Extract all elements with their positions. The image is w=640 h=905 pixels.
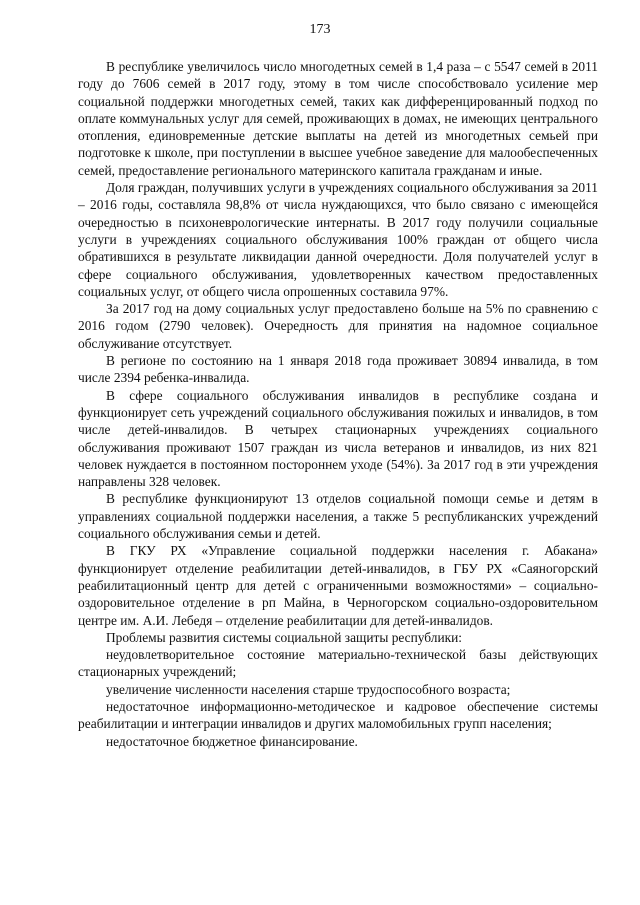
paragraph-family-departments: В республике функционируют 13 отделов социальной помощи семье и детям в управлениях социальной поддержки населения, а также 5 республиканских учреждений социального обслуживания семьи и детей.	[78, 491, 598, 542]
paragraph-rehabilitation: В ГКУ РХ «Управление социальной поддержки населения г. Абакана» функционирует отделение реабилитации детей-инвалидов, в ГБУ РХ «Саяногорский реабилитационный центр для детей с ограниченными возможностями» – социально-оздоровительное отделение в рп Майна, в Черногорском социально-оздоровительном центре им. А.И. Лебедя – отделение реабилитации для детей-инвалидов.	[78, 543, 598, 628]
paragraph-social-service-share: Доля граждан, получивших услуги в учреждениях социального обслуживания за 2011 – 2016 годы, составляла 98,8% от числа нуждающихся, что было связано с имеющейся очередностью в психоневрологические интернаты. В 2017 году получили социальные услуги в учреждениях социального обслуживания 100% граждан от общего числа обратившихся в результате ликвидации данной очередности. Доля получателей услуг в сфере социального обслуживания, удовлетворенных качеством предоставленных социальных услуг, от общего числа опрошенных составила 97%.	[78, 180, 598, 299]
page-number: 173	[309, 22, 331, 37]
paragraph-disabled-count: В регионе по состоянию на 1 января 2018 года проживает 30894 инвалида, в том числе 2394 ребенка-инвалида.	[78, 353, 598, 386]
paragraph-large-families: В республике увеличилось число многодетных семей в 1,4 раза – с 5547 семей в 2011 году до 7606 семей в 2017 году, этому в том числе способствовало усиление мер социальной поддержки многодетных семей, таких как дифференцированный подход по оплате коммунальных услуг для семей, проживающих в домах, не имеющих центрального отопления, единовременные детские выплаты на детей из многодетных семьей при подготовке к школе, при поступлении в высшее учебное заведение для малообеспеченных семей, предоставление регионального материнского капитала гражданам и иные.	[78, 59, 598, 178]
paragraph-home-services: За 2017 год на дому социальных услуг предоставлено больше на 5% по сравнению с 2016 годом (2790 человек). Очередность для принятия на надомное социальное обслуживание отсутствует.	[78, 301, 598, 351]
paragraph-service-network: В сфере социального обслуживания инвалидов в республике создана и функционирует сеть учреждений социального обслуживания пожилых и инвалидов, в том числе детей-инвалидов. В четырех стационарных учреждениях социального обслуживания проживают 1507 граждан из числа ветеранов и инвалидов, из них 821 человек нуждается в постоянном постороннем уходе (54%). За 2017 год в эти учреждения направлены 328 человек.	[78, 387, 598, 490]
problems-list	[78, 646, 598, 750]
list-item: недостаточное бюджетное финансирование.	[106, 733, 358, 749]
list-item: недостаточное информационно-методическое и кадровое обеспечение системы реабилитации и интеграции инвалидов и других маломобильных групп населения;	[78, 698, 598, 732]
list-item: увеличение численности населения старше трудоспособного возраста;	[106, 681, 511, 697]
list-item: неудовлетворительное состояние материально-технической базы действующих стационарных учреждений;	[78, 647, 598, 680]
problems-heading: Проблемы развития системы социальной защиты республики:	[106, 629, 463, 645]
document-body	[78, 58, 598, 750]
